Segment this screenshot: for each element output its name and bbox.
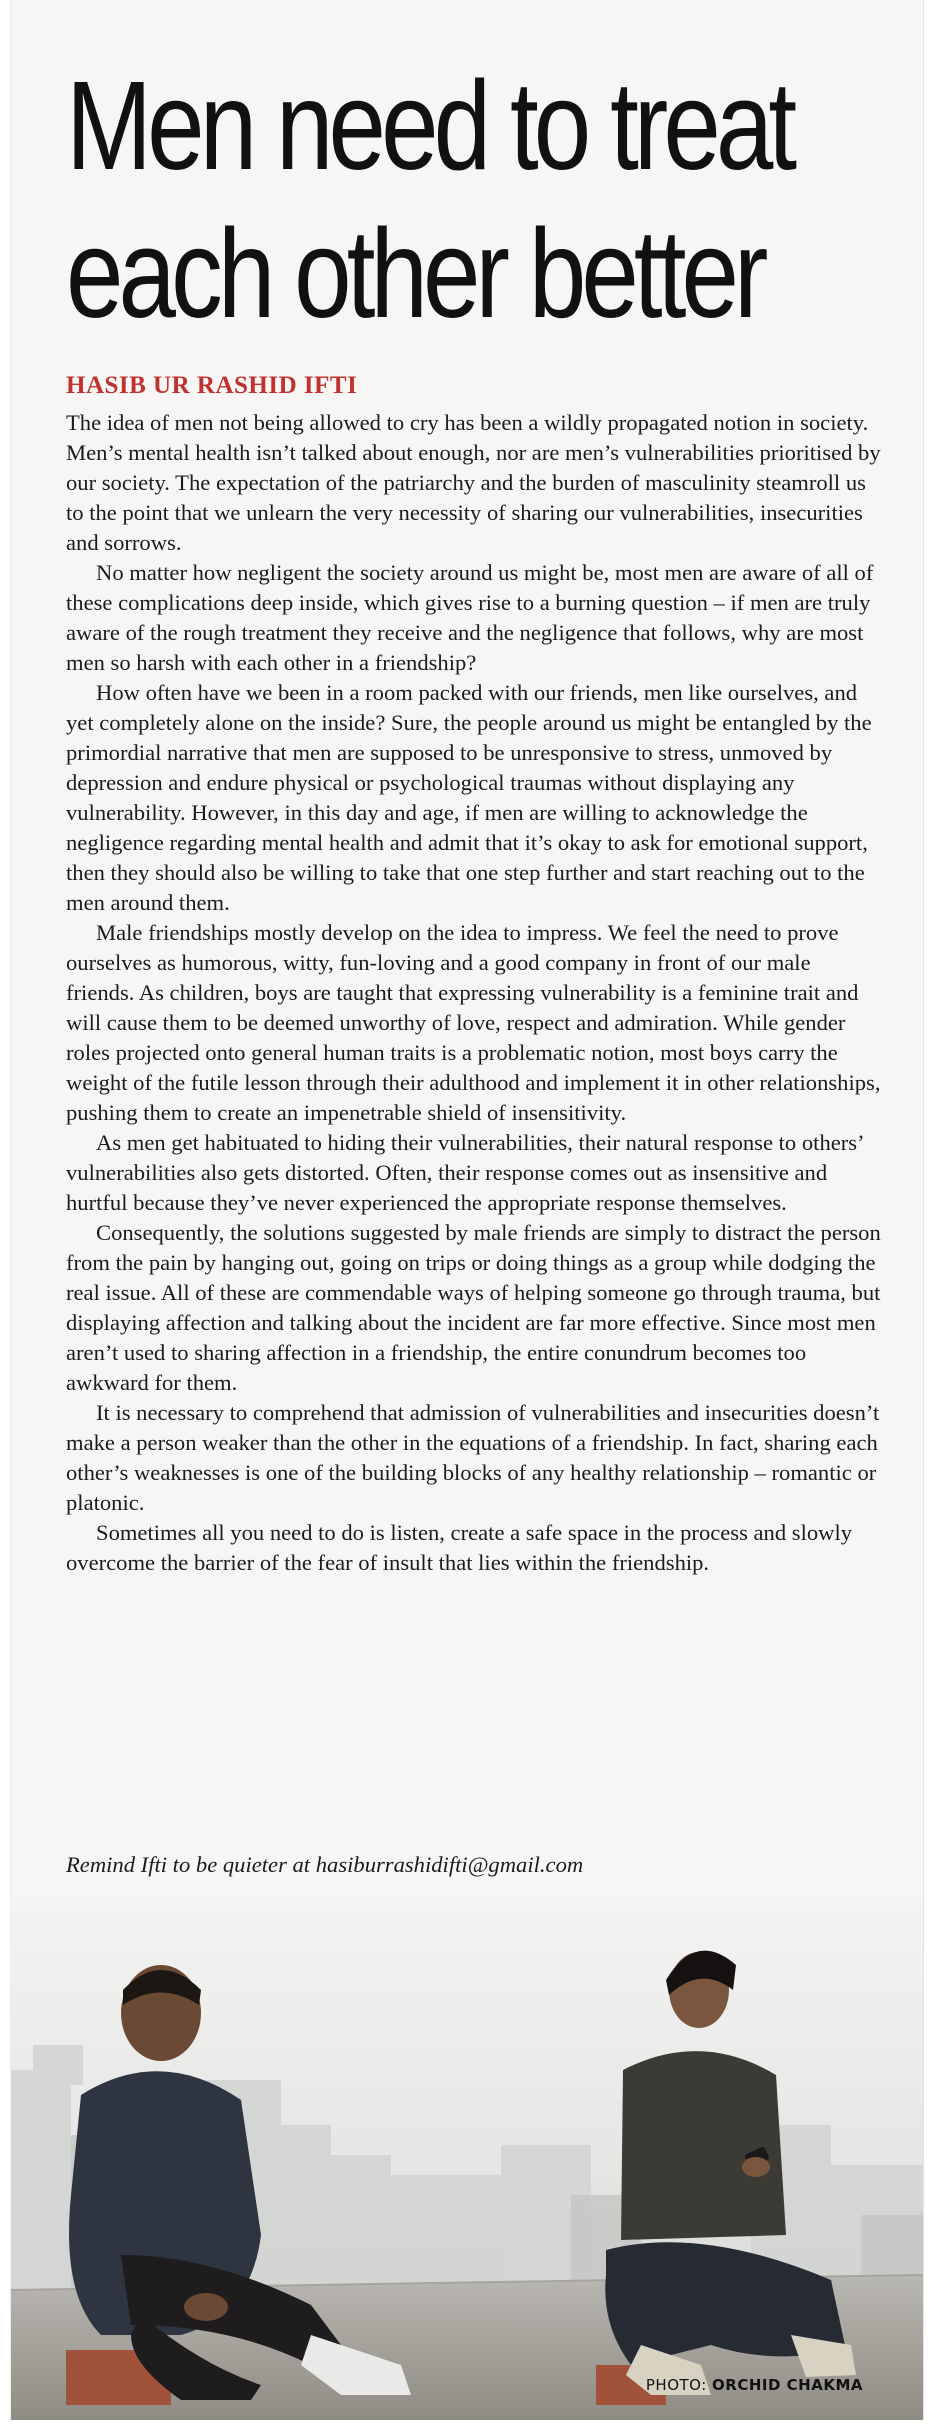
paragraph: It is necessary to comprehend that admission of vulnerabilities and insecurities doesn’t make a person weaker than the other in the equations of a friendship. In fact, sharing each other’s weaknesses is one of the building blocks of any healthy relationship – romantic or platonic. [66, 1400, 880, 1515]
headline [66, 52, 793, 348]
headline-line-2: each other better [66, 203, 764, 344]
paragraph: The idea of men not being allowed to cry has been a wildly propagated notion in society. Men’s mental health isn’t talked about enough, nor are men’s vulnerabilities prioritised by our society. The expectation of the patriarchy and the burden of masculinity steamroll us to the point that we unlearn the very necessity of sharing our vulnerabilities, insecurities and sorrows. [66, 410, 881, 555]
rooftop-photo-illustration [11, 1895, 923, 2420]
paragraph: No matter how negligent the society around us might be, most men are aware of all of these complications deep inside, which gives rise to a burning question – if men are truly aware of the rough treatment they receive and the negligence that follows, why are most men so harsh with each other in a friendship? [66, 560, 874, 675]
article-body [66, 408, 881, 1578]
paragraph: Male friendships mostly develop on the idea to impress. We feel the need to prove ourselves as humorous, witty, fun-loving and a good company in front of our male friends. As children, boys are taught that expressing vulnerability is a feminine trait and will cause them to be deemed unworthy of love, respect and admiration. While gender roles projected onto general human traits is a problematic notion, most boys carry the weight of the futile lesson through their adulthood and implement it in other relationships, pushing them to create an impenetrable shield of insensitivity. [66, 920, 881, 1125]
newspaper-page [10, 0, 924, 2420]
paragraph: Consequently, the solutions suggested by male friends are simply to distract the person from the pain by hanging out, going on trips or doing things as a group while dodging the real issue. All of these are commendable ways of helping someone go through trauma, but displaying affection and talking about the incident are far more effective. Since most men aren’t used to sharing affection in a friendship, the entire conundrum becomes too awkward for them. [66, 1220, 881, 1395]
paragraph: As men get habituated to hiding their vulnerabilities, their natural response to others’ vulnerabilities also gets distorted. Often, their response comes out as insensitive and hurtful because they’ve never experienced the appropriate response themselves. [66, 1130, 863, 1215]
paragraph: How often have we been in a room packed with our friends, men like ourselves, and yet completely alone on the inside? Sure, the people around us might be entangled by the primordial narrative that men are supposed to be unresponsive to stress, unmoved by depression and endure physical or psychological traumas without displaying any vulnerability. However, in this day and age, if men are willing to acknowledge the negligence regarding mental health and admit that it’s okay to ask for emotional support, then they should also be willing to take that one step further and start reaching out to the men around them. [66, 680, 872, 915]
paragraph: Sometimes all you need to do is listen, create a safe space in the process and slowly overcome the barrier of the fear of insult that lies within the friendship. [66, 1520, 853, 1575]
photo-credit-label: PHOTO: [645, 2376, 707, 2394]
byline: HASIB UR RASHID IFTI [66, 372, 358, 399]
author-signoff: Remind Ifti to be quieter at hasiburrashidifti@gmail.com [66, 1852, 584, 1877]
photo-credit [646, 2376, 863, 2394]
headline-line-1: Men need to treat [66, 55, 793, 196]
article-photo [11, 1895, 923, 2420]
photo-credit-name: ORCHID CHAKMA [712, 2376, 863, 2394]
